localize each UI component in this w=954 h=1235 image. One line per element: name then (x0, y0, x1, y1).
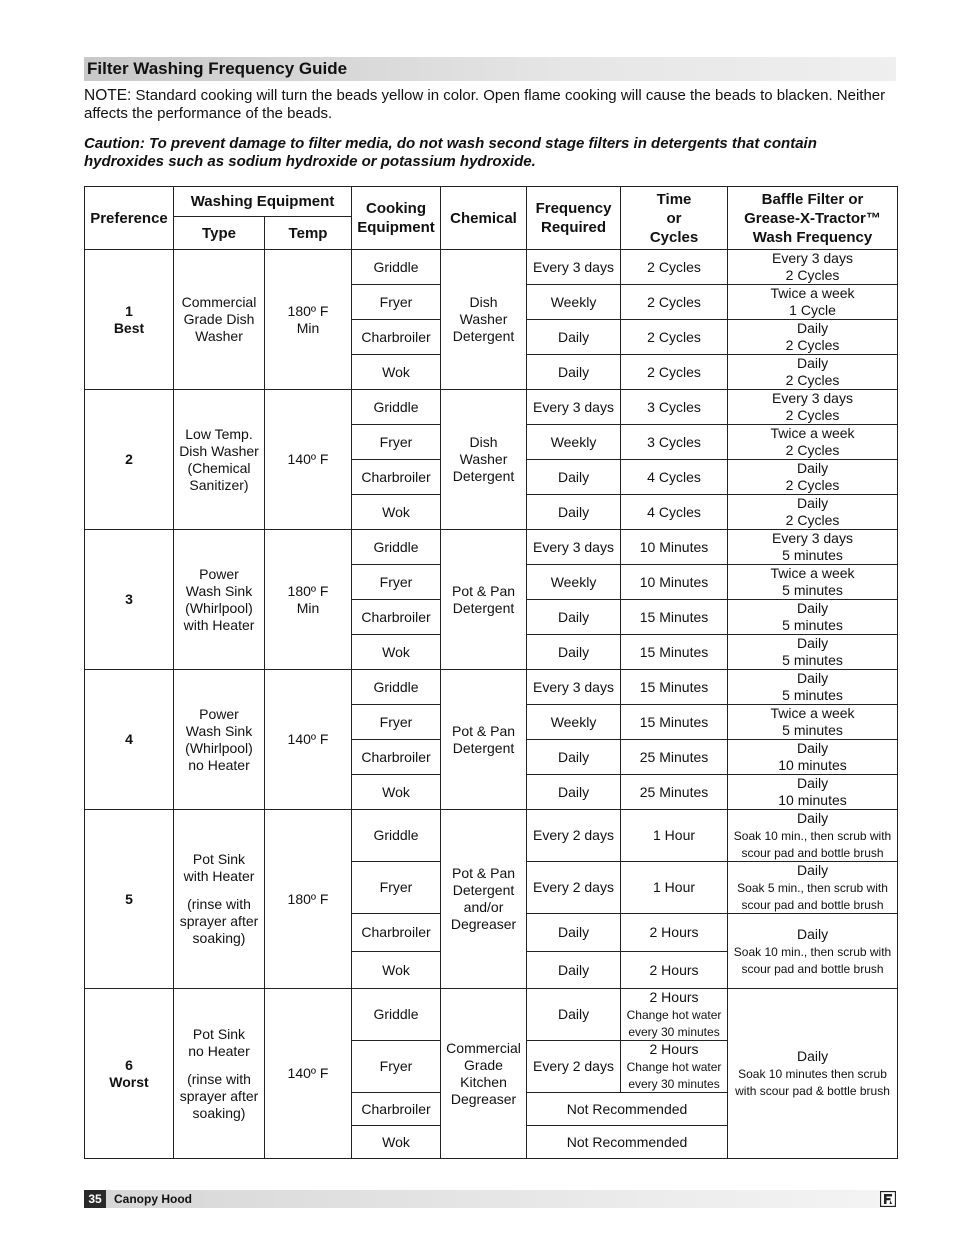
time-cell: 15 Minutes (621, 670, 728, 705)
equipment-cell: Wok (352, 775, 441, 810)
baffle-cell: Daily Soak 10 minutes then scrub with scour pad & bottle brush (728, 989, 898, 1159)
equipment-cell: Fryer (352, 705, 441, 740)
time-cell: 2 Cycles (621, 355, 728, 390)
preference-cell: 5 (85, 810, 174, 989)
equipment-cell: Fryer (352, 425, 441, 460)
preference-cell: 3 (85, 530, 174, 670)
equipment-cell: Charbroiler (352, 914, 441, 952)
time-cell: 25 Minutes (621, 740, 728, 775)
section-title-bar (84, 57, 896, 81)
header-washing-equipment: Washing Equipment (174, 187, 352, 217)
header-preference: Preference (85, 187, 174, 250)
time-cell: 2 Hours Change hot water every 30 minutes (621, 1041, 728, 1093)
footer-section-title: Canopy Hood (114, 1192, 192, 1206)
frequency-cell: Every 3 days (527, 250, 621, 285)
time-cell: 15 Minutes (621, 600, 728, 635)
time-cell: 4 Cycles (621, 495, 728, 530)
header-cooking-equipment: Cooking Equipment (352, 187, 441, 250)
equipment-cell: Charbroiler (352, 1093, 441, 1126)
baffle-cell: Daily Soak 10 min., then scrub with scour pad and bottle brush (728, 914, 898, 989)
frequency-cell: Weekly (527, 705, 621, 740)
baffle-cell: Every 3 days 5 minutes (728, 530, 898, 565)
frequency-cell: Every 3 days (527, 670, 621, 705)
temp-cell: 140º F (265, 390, 352, 530)
temp-cell: 180º F Min (265, 250, 352, 390)
chemical-cell: Pot & Pan Detergent (441, 670, 527, 810)
equipment-cell: Griddle (352, 670, 441, 705)
brand-logo-icon (880, 1191, 896, 1207)
preference-cell: 6 Worst (85, 989, 174, 1159)
equipment-cell: Griddle (352, 989, 441, 1041)
equipment-cell: Charbroiler (352, 600, 441, 635)
temp-cell: 140º F (265, 989, 352, 1159)
table-row (85, 670, 898, 705)
equipment-cell: Fryer (352, 862, 441, 914)
preference-cell: 2 (85, 390, 174, 530)
not-recommended-cell: Not Recommended (527, 1093, 728, 1126)
time-cell: 2 Hours Change hot water every 30 minutes (621, 989, 728, 1041)
header-frequency: Frequency Required (527, 187, 621, 250)
equipment-cell: Charbroiler (352, 320, 441, 355)
baffle-cell: Daily 2 Cycles (728, 460, 898, 495)
filter-washing-table (84, 186, 898, 1159)
frequency-cell: Every 2 days (527, 1041, 621, 1093)
equipment-cell: Wok (352, 952, 441, 989)
time-cell: 2 Cycles (621, 320, 728, 355)
time-cell: 15 Minutes (621, 705, 728, 740)
type-cell: Low Temp. Dish Washer (Chemical Sanitizer) (174, 390, 265, 530)
table-row (85, 390, 898, 425)
equipment-cell: Fryer (352, 565, 441, 600)
not-recommended-cell: Not Recommended (527, 1126, 728, 1159)
equipment-cell: Griddle (352, 530, 441, 565)
caution-paragraph: Caution: To prevent damage to filter media, do not wash second stage filters in detergents that contain hydroxides such as sodium hydroxide or potassium hydroxide. (84, 135, 817, 170)
frequency-cell: Daily (527, 600, 621, 635)
type-cell: Pot Sink with Heater (rinse with sprayer after soaking) (174, 810, 265, 989)
preference-cell: 4 (85, 670, 174, 810)
equipment-cell: Charbroiler (352, 740, 441, 775)
page-footer (84, 1190, 896, 1208)
note-label: NOTE: (84, 87, 132, 104)
baffle-cell: Daily 2 Cycles (728, 355, 898, 390)
equipment-cell: Wok (352, 495, 441, 530)
equipment-cell: Wok (352, 1126, 441, 1159)
frequency-cell: Daily (527, 775, 621, 810)
preference-cell: 1 Best (85, 250, 174, 390)
frequency-cell: Daily (527, 495, 621, 530)
note-text: Standard cooking will turn the beads yellow in color. Open flame cooking will cause the beads to blacken. Neither affects the performance of the beads. (84, 87, 886, 122)
page-number: 35 (84, 1190, 106, 1208)
baffle-cell: Daily 5 minutes (728, 670, 898, 705)
frequency-cell: Weekly (527, 565, 621, 600)
frequency-cell: Every 3 days (527, 390, 621, 425)
header-baffle: Baffle Filter or Grease-X-Tractor™ Wash Frequency (728, 187, 898, 250)
frequency-cell: Daily (527, 952, 621, 989)
frequency-cell: Daily (527, 989, 621, 1041)
header-type: Type (174, 217, 265, 250)
time-cell: 4 Cycles (621, 460, 728, 495)
frequency-cell: Daily (527, 355, 621, 390)
equipment-cell: Fryer (352, 285, 441, 320)
time-cell: 15 Minutes (621, 635, 728, 670)
baffle-cell: Twice a week 5 minutes (728, 565, 898, 600)
frequency-cell: Daily (527, 740, 621, 775)
time-cell: 2 Hours (621, 952, 728, 989)
baffle-cell: Every 3 days 2 Cycles (728, 250, 898, 285)
table-row (85, 810, 898, 862)
equipment-cell: Griddle (352, 250, 441, 285)
baffle-cell: Daily 2 Cycles (728, 320, 898, 355)
baffle-cell: Daily 10 minutes (728, 775, 898, 810)
time-cell: 2 Hours (621, 914, 728, 952)
baffle-cell: Daily 5 minutes (728, 635, 898, 670)
baffle-cell: Daily 5 minutes (728, 600, 898, 635)
baffle-cell: Daily Soak 10 min., then scrub with scour pad and bottle brush (728, 810, 898, 862)
temp-cell: 180º F (265, 810, 352, 989)
header-chemical: Chemical (441, 187, 527, 250)
time-cell: 1 Hour (621, 862, 728, 914)
baffle-cell: Twice a week 5 minutes (728, 705, 898, 740)
frequency-cell: Daily (527, 320, 621, 355)
baffle-cell: Twice a week 2 Cycles (728, 425, 898, 460)
time-cell: 3 Cycles (621, 425, 728, 460)
baffle-cell: Daily 10 minutes (728, 740, 898, 775)
type-cell: Pot Sink no Heater (rinse with sprayer after soaking) (174, 989, 265, 1159)
baffle-cell: Daily Soak 5 min., then scrub with scour pad and bottle brush (728, 862, 898, 914)
baffle-cell: Every 3 days 2 Cycles (728, 390, 898, 425)
temp-cell: 180º F Min (265, 530, 352, 670)
chemical-cell: Dish Washer Detergent (441, 390, 527, 530)
temp-cell: 140º F (265, 670, 352, 810)
frequency-cell: Every 2 days (527, 810, 621, 862)
chemical-cell: Dish Washer Detergent (441, 250, 527, 390)
frequency-cell: Weekly (527, 285, 621, 320)
equipment-cell: Wok (352, 635, 441, 670)
time-cell: 2 Cycles (621, 250, 728, 285)
baffle-cell: Twice a week 1 Cycle (728, 285, 898, 320)
note-paragraph (84, 87, 896, 123)
time-cell: 25 Minutes (621, 775, 728, 810)
frequency-cell: Daily (527, 635, 621, 670)
time-cell: 3 Cycles (621, 390, 728, 425)
frequency-cell: Weekly (527, 425, 621, 460)
frequency-cell: Daily (527, 460, 621, 495)
time-cell: 10 Minutes (621, 530, 728, 565)
chemical-cell: Pot & Pan Detergent (441, 530, 527, 670)
table-row (85, 989, 898, 1041)
frequency-cell: Every 3 days (527, 530, 621, 565)
header-temp: Temp (265, 217, 352, 250)
type-cell: Power Wash Sink (Whirlpool) no Heater (174, 670, 265, 810)
time-cell: 10 Minutes (621, 565, 728, 600)
frequency-cell: Every 2 days (527, 862, 621, 914)
chemical-cell: Pot & Pan Detergent and/or Degreaser (441, 810, 527, 989)
equipment-cell: Fryer (352, 1041, 441, 1093)
table-row (85, 530, 898, 565)
time-cell: 2 Cycles (621, 285, 728, 320)
equipment-cell: Griddle (352, 390, 441, 425)
chemical-cell: Commercial Grade Kitchen Degreaser (441, 989, 527, 1159)
type-cell: Power Wash Sink (Whirlpool) with Heater (174, 530, 265, 670)
time-cell: 1 Hour (621, 810, 728, 862)
table-row (85, 250, 898, 285)
type-cell: Commercial Grade Dish Washer (174, 250, 265, 390)
equipment-cell: Wok (352, 355, 441, 390)
header-time: Time or Cycles (621, 187, 728, 250)
equipment-cell: Charbroiler (352, 460, 441, 495)
equipment-cell: Griddle (352, 810, 441, 862)
page-title: Filter Washing Frequency Guide (87, 59, 348, 78)
frequency-cell: Daily (527, 914, 621, 952)
baffle-cell: Daily 2 Cycles (728, 495, 898, 530)
